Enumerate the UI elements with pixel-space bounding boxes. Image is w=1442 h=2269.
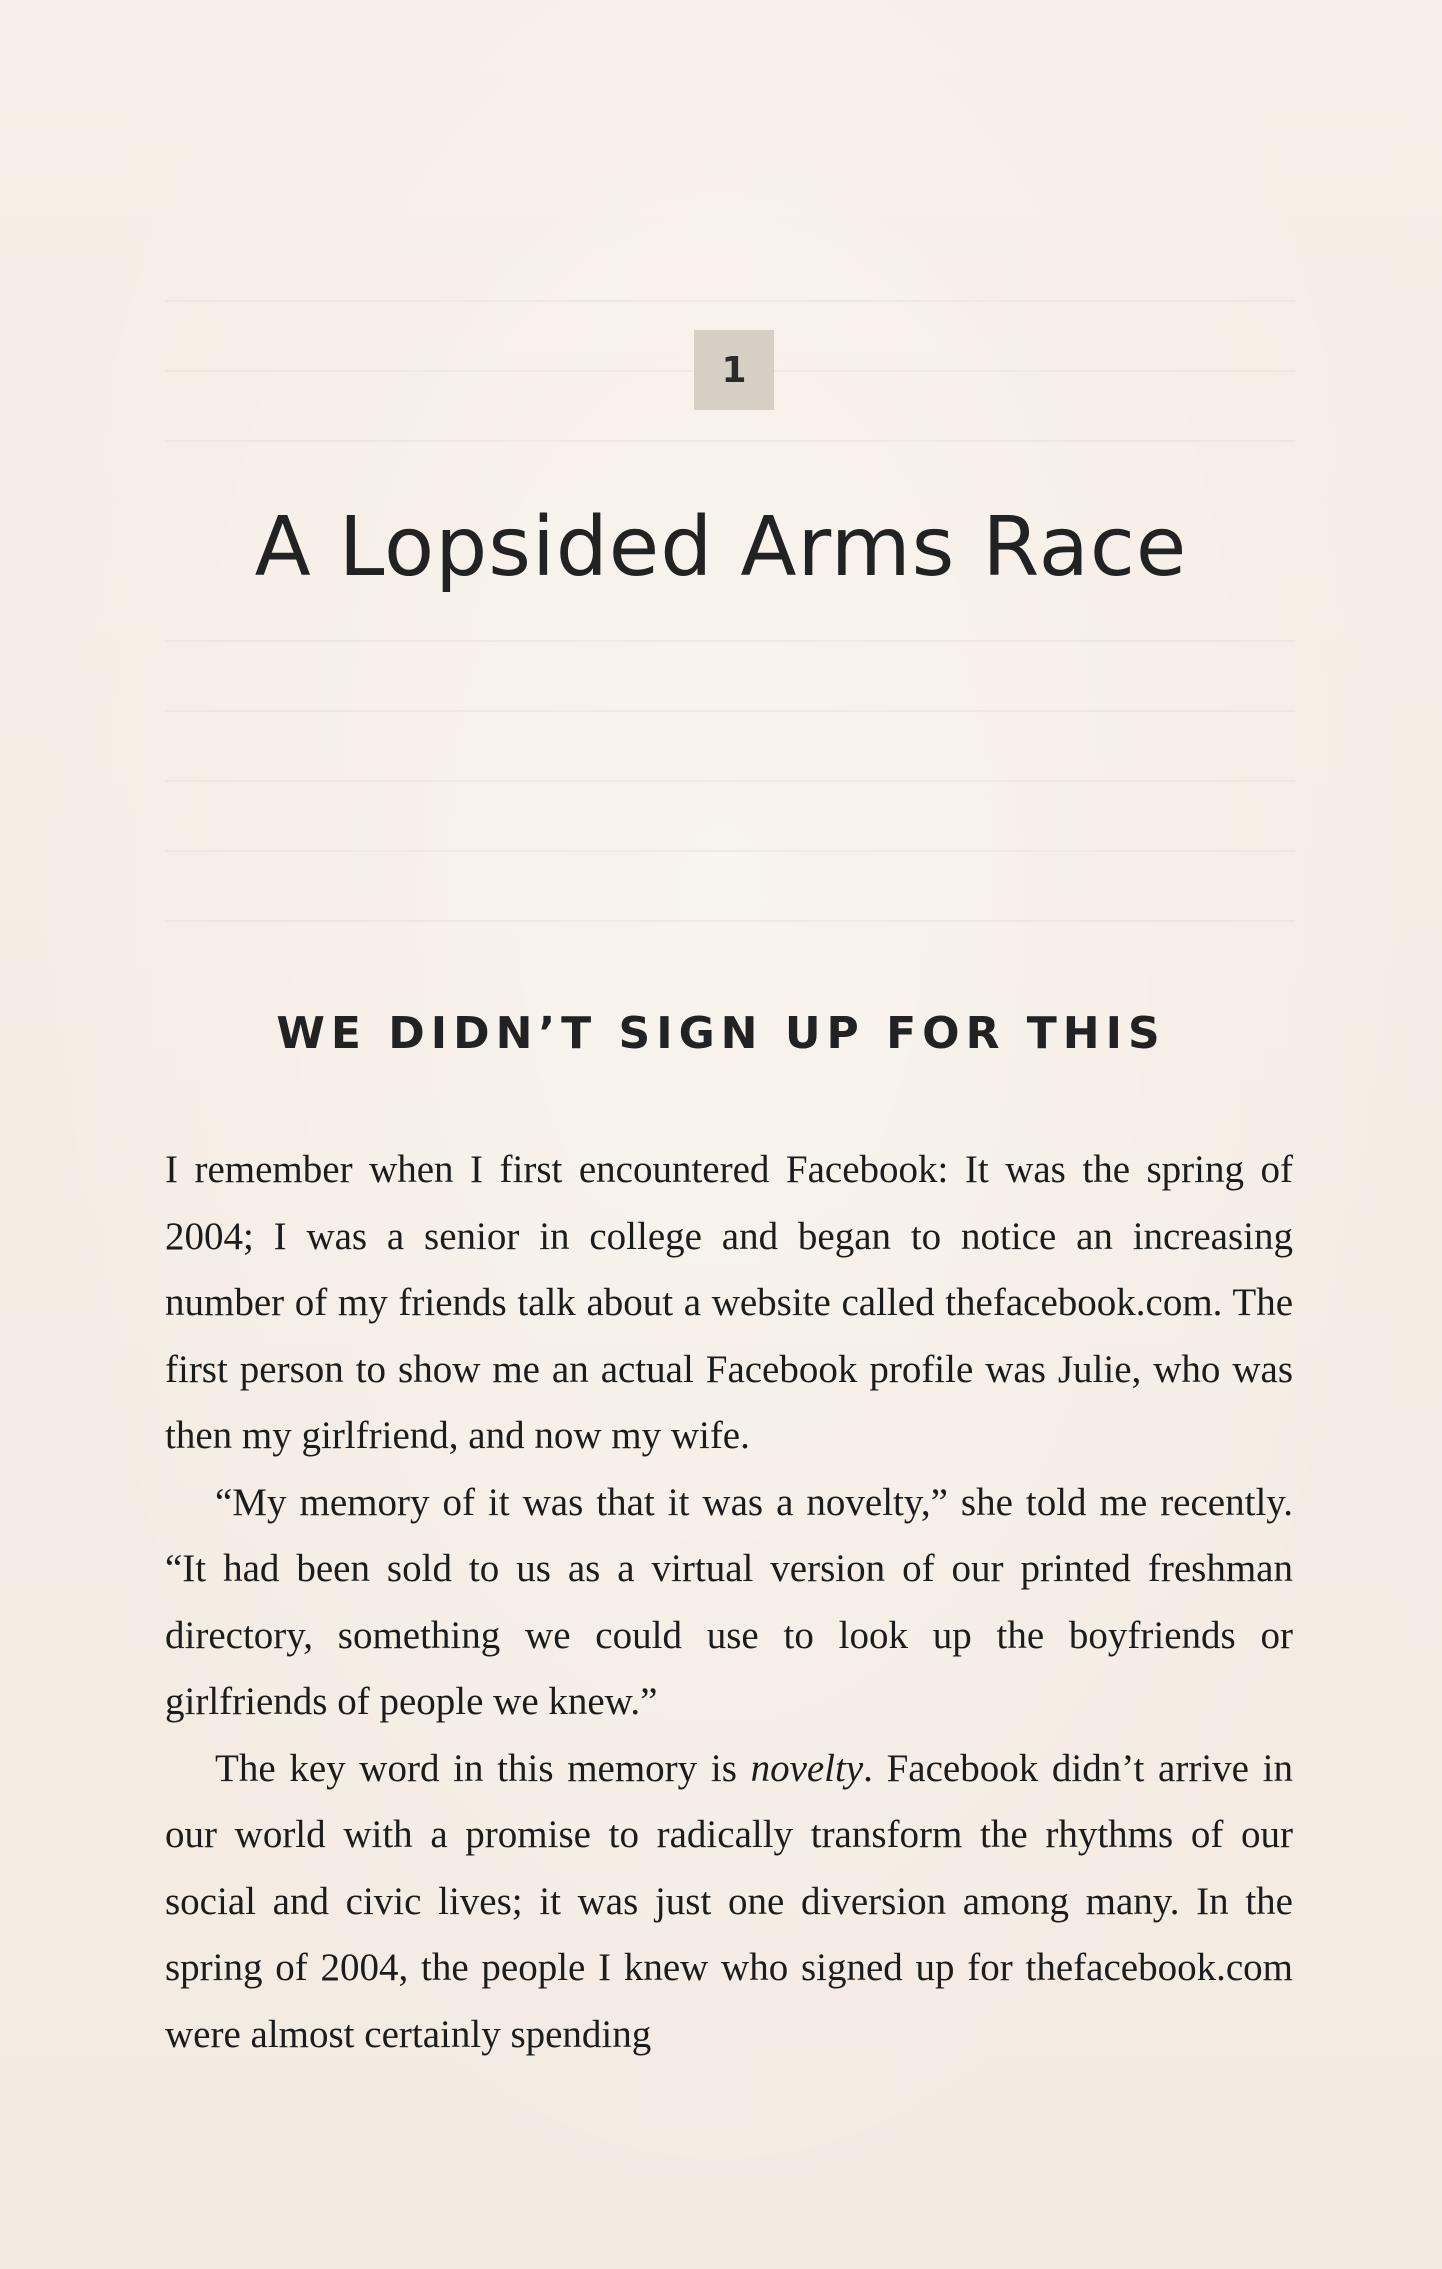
bleed-through-line [165,440,1295,442]
section-heading: WE DIDN’T SIGN UP FOR THIS [276,1008,1166,1059]
paragraph-2: “My memory of it was that it was a novelty,” she told me recently. “It had been sold to us as a virtual version of our printed freshman directory, something we could use to look up the boyfriends or girlfriends of people we knew.” [165,1480,1293,1723]
bleed-through-line [165,710,1295,712]
emphasized-word: novelty [750,1746,864,1790]
paragraph-3-text-start: The key word in this memory is [215,1746,751,1790]
bleed-through-line [165,850,1295,852]
bleed-through-line [165,780,1295,782]
chapter-number: 1 [694,330,774,410]
bleed-through-line [165,920,1295,922]
paragraph-3-text-end: . Facebook didn’t arrive in our world with a promise to radically transform the rhythms of our social and civic lives; it was just one diversion among many. In the spring of 2004, the people I knew who signed up for thefacebook.com were almost certainly spending [165,1746,1293,2056]
body-text [165,1137,1293,2068]
bleed-through-line [165,300,1295,302]
paragraph-3 [165,1736,1293,2069]
chapter-title: A Lopsided Arms Race [254,500,1188,595]
bleed-through-line [165,640,1295,642]
paragraph-1: I remember when I first encountered Facebook: It was the spring of 2004; I was a senior in college and began to notice an increasing number of my friends talk about a website called thefacebook.com. The first person to show me an actual Facebook profile was Julie, who was then my girlfriend, and now my wife. [165,1148,1293,1457]
